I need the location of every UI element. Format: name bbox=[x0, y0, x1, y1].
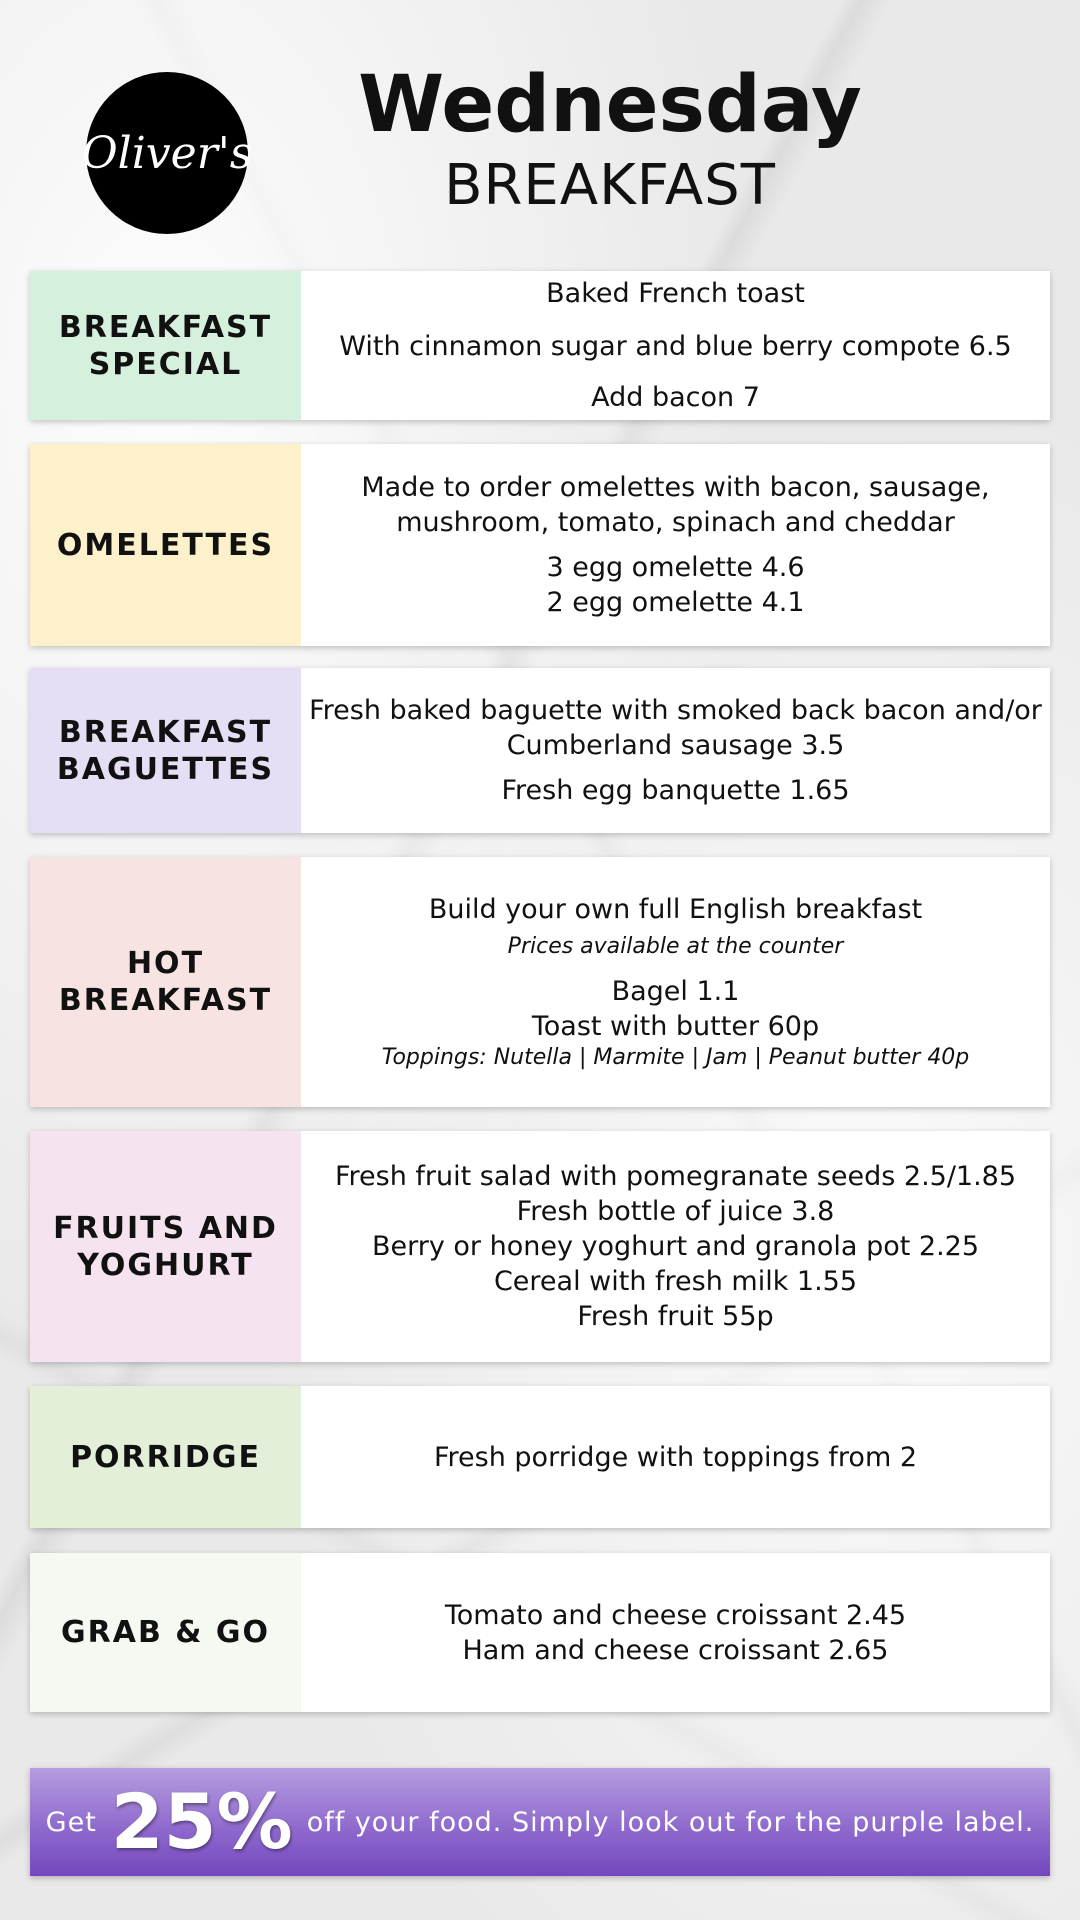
menu-line: Fresh fruit salad with pomegranate seeds 2.5/1.85 bbox=[334, 1161, 1017, 1192]
logo-text: Oliver's bbox=[81, 127, 253, 179]
menu-line: Fresh egg banquette 1.65 bbox=[501, 775, 850, 806]
menu-line: With cinnamon sugar and blue berry compote 6.5 bbox=[339, 331, 1012, 362]
section-content bbox=[301, 271, 1050, 420]
menu-line: Tomato and cheese croissant 2.45 bbox=[444, 1599, 907, 1631]
section-label bbox=[30, 1553, 301, 1712]
menu-line: Fresh baked baguette with smoked back bacon and/or bbox=[309, 695, 1042, 726]
section-label bbox=[30, 271, 301, 420]
menu-line: Toast with butter 60p bbox=[531, 1011, 820, 1042]
menu-line: Ham and cheese croissant 2.65 bbox=[462, 1634, 889, 1666]
label-line: YOGHURT bbox=[77, 1247, 254, 1283]
section-breakfast-special bbox=[30, 271, 1050, 420]
menu-line: Baked French toast bbox=[546, 278, 805, 309]
menu-line: Build your own full English breakfast bbox=[428, 894, 923, 925]
label-line: HOT bbox=[126, 946, 205, 981]
label-line: GRAB & GO bbox=[61, 1615, 270, 1650]
menu-note: Prices available at the counter bbox=[507, 934, 844, 959]
promo-text: off your food. Simply look out for the purple label. bbox=[306, 1806, 1035, 1838]
label-line: PORRIDGE bbox=[70, 1439, 261, 1475]
section-content bbox=[301, 1131, 1050, 1362]
menu-line: Cereal with fresh milk 1.55 bbox=[493, 1266, 858, 1297]
menu-line: Fresh porridge with toppings from 2 bbox=[433, 1441, 918, 1473]
section-omelettes bbox=[30, 444, 1050, 646]
section-fruits-and-yoghurt bbox=[30, 1131, 1050, 1362]
menu-line: Fresh fruit 55p bbox=[577, 1301, 774, 1332]
label-line: BREAKFAST bbox=[58, 714, 273, 750]
menu-line: Add bacon 7 bbox=[591, 382, 760, 413]
day-title: Wednesday bbox=[358, 60, 862, 150]
section-label bbox=[30, 1386, 301, 1528]
menu-line: Fresh bottle of juice 3.8 bbox=[516, 1196, 835, 1227]
meal-title: BREAKFAST bbox=[444, 153, 776, 218]
menu-line: mushroom, tomato, spinach and cheddar bbox=[396, 507, 955, 538]
label-line: OMELETTES bbox=[56, 527, 275, 563]
menu-line: 2 egg omelette 4.1 bbox=[546, 587, 805, 618]
section-label bbox=[30, 857, 301, 1107]
menu-line: Bagel 1.1 bbox=[611, 976, 740, 1007]
section-porridge bbox=[30, 1386, 1050, 1528]
promo-prefix: Get bbox=[45, 1806, 97, 1838]
menu-line: Made to order omelettes with bacon, sausage, bbox=[361, 472, 990, 503]
label-line: BREAKFAST bbox=[58, 983, 273, 1018]
section-content bbox=[301, 857, 1050, 1107]
promo-discount: 25% bbox=[110, 1777, 293, 1866]
section-content bbox=[301, 1386, 1050, 1528]
section-hot-breakfast bbox=[30, 857, 1050, 1107]
label-line: FRUITS AND bbox=[53, 1210, 278, 1246]
promo-banner bbox=[30, 1768, 1050, 1876]
label-line: SPECIAL bbox=[88, 346, 243, 382]
menu-line: Cumberland sausage 3.5 bbox=[506, 730, 845, 761]
section-label bbox=[30, 1131, 301, 1362]
section-grab-and-go bbox=[30, 1553, 1050, 1712]
section-breakfast-baguettes bbox=[30, 668, 1050, 833]
section-content bbox=[301, 1553, 1050, 1712]
section-content bbox=[301, 444, 1050, 646]
header bbox=[0, 0, 1080, 260]
label-line: BREAKFAST bbox=[58, 309, 273, 345]
menu-line: Berry or honey yoghurt and granola pot 2.25 bbox=[371, 1231, 980, 1262]
section-content bbox=[301, 668, 1050, 833]
olivers-logo bbox=[81, 72, 253, 234]
label-line: BAGUETTES bbox=[56, 751, 275, 787]
section-label bbox=[30, 668, 301, 833]
menu-line: 3 egg omelette 4.6 bbox=[546, 552, 805, 583]
menu-note: Toppings: Nutella | Marmite | Jam | Peanut butter 40p bbox=[381, 1045, 970, 1070]
section-label bbox=[30, 444, 301, 646]
